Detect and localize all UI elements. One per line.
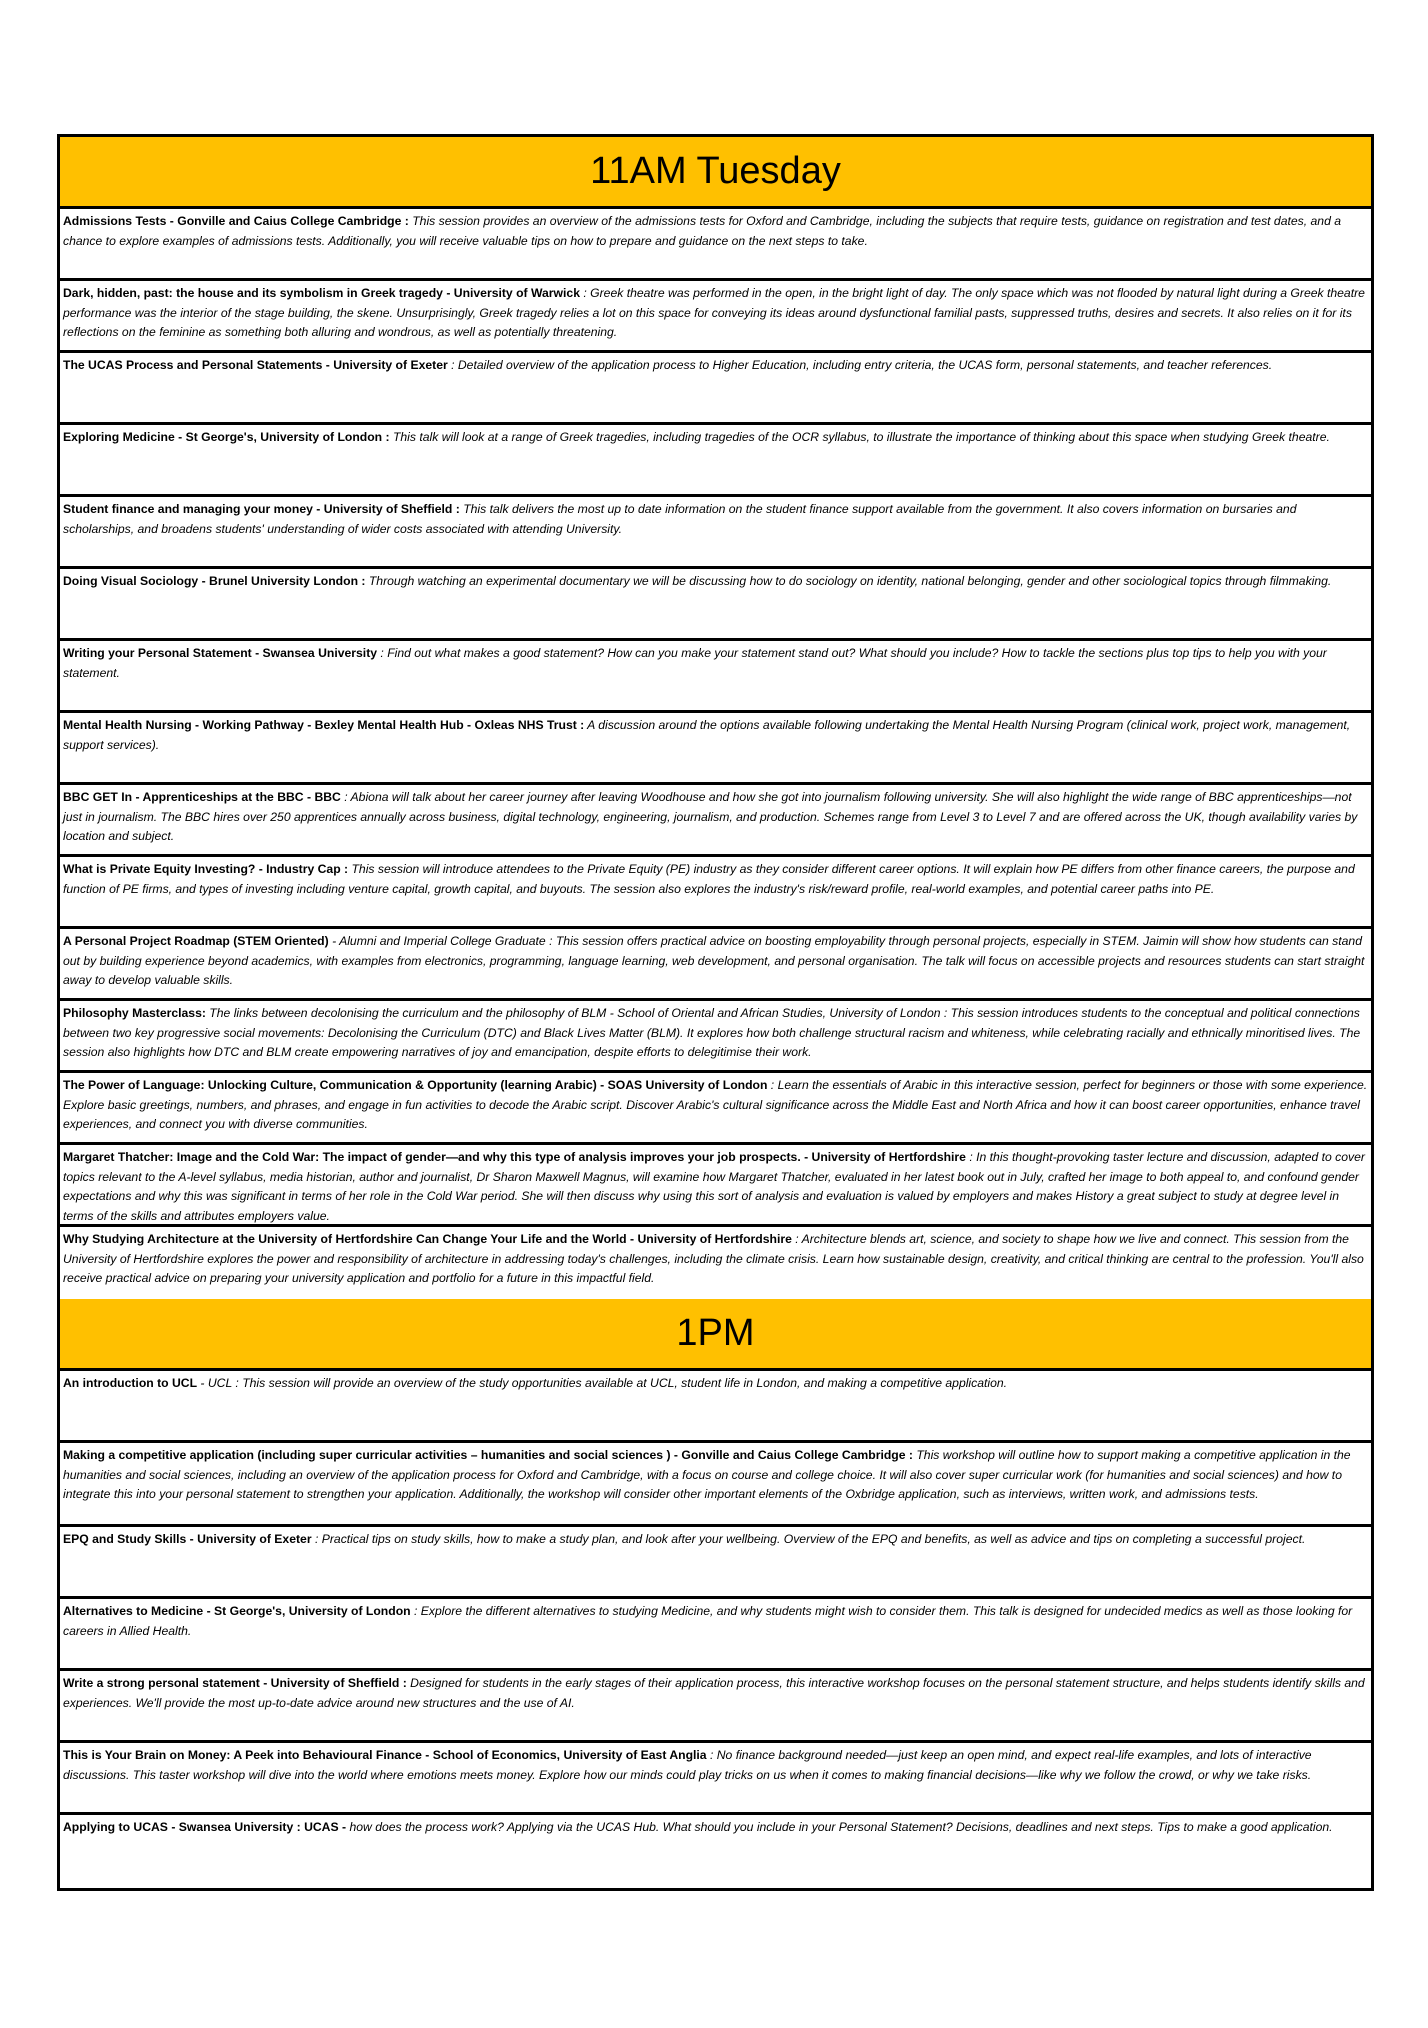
session-title: EPQ and Study Skills - University of Exeter — [63, 1532, 312, 1546]
session-description: - Alumni and Imperial College Graduate : This session offers practical advice on boosting employability through personal projects, especially in STEM. Jaimin will show how students can stand out by building experience beyond academics, with examples from electronics, programming, language learning, web development, and personal organisation. The talk will focus on accessible projects and resources students can start straight away to develop valuable skills. — [63, 934, 1365, 988]
section-heading: 1PM — [60, 1299, 1371, 1371]
session-description: : Find out what makes a good statement? How can you make your statement stand out? What should you include? How to tackle the sections plus top tips to help you with your statement. — [63, 646, 1327, 680]
session-title: This is Your Brain on Money: A Peek into Behavioural Finance - School of Economics, University of East Anglia — [63, 1748, 707, 1762]
session-description: : Practical tips on study skills, how to make a study plan, and look after your wellbeing. Overview of the EPQ and benefits, as well as advice and tips on completing a successful project. — [311, 1532, 1306, 1546]
session-row — [60, 569, 1371, 641]
session-row — [60, 1145, 1371, 1227]
session-row — [60, 857, 1371, 929]
session-row — [60, 1815, 1371, 1888]
session-description: : Detailed overview of the application process to Higher Education, including entry criteria, the UCAS form, personal statements, and teacher references. — [447, 358, 1273, 372]
session-title: Dark, hidden, past: the house and its symbolism in Greek tragedy - University of Warwick — [63, 286, 580, 300]
session-description: This session will introduce attendees to the Private Equity (PE) industry as they consider different career options. It will explain how PE differs from other finance careers, the purpose and function of PE firms, and types of investing including venture capital, growth capital, and buyouts. The session also explores the industry's risk/reward profile, real-world examples, and potential career paths into PE. — [63, 862, 1355, 896]
session-description: how does the process work? Applying via the UCAS Hub. What should you include in your Personal Statement? Decisions, deadlines and next steps. Tips to make a good application. — [346, 1820, 1333, 1834]
session-row — [60, 713, 1371, 785]
session-title: Margaret Thatcher: Image and the Cold War: The impact of gender—and why this type of analysis improves your job prospects. - University of Hertfordshire — [63, 1150, 966, 1164]
session-row — [60, 1671, 1371, 1743]
session-title: Mental Health Nursing - Working Pathway - Bexley Mental Health Hub - Oxleas NHS Trust : — [63, 718, 585, 732]
session-title: An introduction to UCL — [63, 1376, 198, 1390]
session-row — [60, 281, 1371, 353]
session-row — [60, 209, 1371, 281]
session-description: : Explore the different alternatives to studying Medicine, and why students might wish to consider them. This talk is designed for undecided medics as well as those looking for careers in Allied Health. — [63, 1604, 1353, 1638]
session-title: What is Private Equity Investing? - Industry Cap : — [63, 862, 349, 876]
session-row — [60, 1001, 1371, 1073]
session-row — [60, 353, 1371, 425]
session-list — [60, 209, 1371, 1299]
session-description: A discussion around the options available following undertaking the Mental Health Nursing Program (clinical work, project work, management, support services). — [63, 718, 1351, 752]
session-description: : No finance background needed—just keep an open mind, and expect real-life examples, and lots of interactive discussions. This taster workshop will dive into the world where emotions meets money. Explore how our minds could play tricks on us when it comes to making financial decisions—like why we follow the crowd, or why we take risks. — [63, 1748, 1312, 1782]
session-list — [60, 1371, 1371, 1888]
session-title: BBC GET In - Apprenticeships at the BBC - BBC — [63, 790, 341, 804]
session-title: Philosophy Masterclass: — [63, 1006, 206, 1020]
session-description: This workshop will outline how to support making a competitive application in the humanities and social sciences, including an overview of the application process for Oxford and Cambridge, with a focus on course and college choice. It will also cover super curricular work (for humanities and social sciences) and how to integrate this into your personal statement to strengthen your application. Additionally, the workshop will consider other important elements of the Oxbridge application, such as interviews, written work, and admissions tests. — [63, 1448, 1351, 1502]
session-title: The Power of Language: Unlocking Culture, Communication & Opportunity (learning Arabic) - SOAS University of London — [63, 1078, 768, 1092]
session-title: Writing your Personal Statement - Swansea University — [63, 646, 378, 660]
session-title: Applying to UCAS - Swansea University : UCAS - — [63, 1820, 347, 1834]
session-row — [60, 1073, 1371, 1145]
session-description: : Architecture blends art, science, and society to shape how we live and connect. This session from the University of Hertfordshire explores the power and responsibility of architecture in addressing today's challenges, including the climate crisis. Learn how sustainable design, creativity, and critical thinking are central to the profession. You'll also receive practical advice on preparing your university application and portfolio for a future in this impactful field. — [63, 1232, 1364, 1286]
session-row — [60, 1227, 1371, 1299]
timetable — [57, 134, 1374, 1891]
session-description: : In this thought-provoking taster lecture and discussion, adapted to cover topics relevant to the A-level syllabus, media historian, author and journalist, Dr Sharon Maxwell Magnus, will examine how Margaret Thatcher, evaluated in her latest book out in July, crafted her image to both appeal to, and confound gender expectations and why this was significant in terms of her role in the Cold War period. She will then discuss why using this sort of analysis and evaluation is valued by employers and makes History a great subject to study at degree level in terms of the skills and attributes employers value. — [63, 1150, 1365, 1223]
session-row — [60, 1743, 1371, 1815]
session-title: Admissions Tests - Gonville and Caius College Cambridge : — [63, 214, 409, 228]
session-description: The links between decolonising the curriculum and the philosophy of BLM - School of Oriental and African Studies, University of London : This session introduces students to the conceptual and political connections between two key progressive social movements: Decolonising the Curriculum (DTC) and Black Lives Matter (BLM). It explores how both challenge structural racism and whiteness, while celebrating racially and ethnically minoritised lives. The session also highlights how DTC and BLM create empowering narratives of joy and emancipation, despite efforts to delegitimise their work. — [63, 1006, 1361, 1060]
session-title: Doing Visual Sociology - Brunel University London : — [63, 574, 366, 588]
session-description: This talk delivers the most up to date information on the student finance support available from the government. It also covers information on bursaries and scholarships, and broadens students' understanding of wider costs associated with attending University. — [63, 502, 1297, 536]
session-row — [60, 1599, 1371, 1671]
session-description: : Abiona will talk about her career journey after leaving Woodhouse and how she got into journalism following university. She will also highlight the wide range of BBC apprenticeships—not just in journalism. The BBC hires over 250 apprentices annually across business, digital technology, engineering, journalism, and production. Schemes range from Level 3 to Level 7 and are offered across the UK, though availability varies by location and subject. — [63, 790, 1358, 844]
session-title: Making a competitive application (including super curricular activities – humanities and social sciences ) - Gonville and Caius College Cambridge : — [63, 1448, 913, 1462]
session-title: Exploring Medicine - St George's, University of London : — [63, 430, 390, 444]
session-row — [60, 497, 1371, 569]
session-row — [60, 425, 1371, 497]
session-description: Designed for students in the early stages of their application process, this interactive workshop focuses on the personal statement structure, and helps students identify skills and experiences. We'll provide the most up-to-date advice around new structures and the use of AI. — [63, 1676, 1365, 1710]
session-row — [60, 1527, 1371, 1599]
session-title: Student finance and managing your money - University of Sheffield : — [63, 502, 460, 516]
session-description: : Greek theatre was performed in the open, in the bright light of day. The only space which was not flooded by natural light during a Greek theatre performance was the interior of the stage building, the skene. Unsurprisingly, Greek tragedy relies a lot on this space for conveying its ideas around dysfunctional familial pasts, suppressed truths, desires and secrets. It also relies on it for its reflections on the feminine as something both alluring and wondrous, as well as potentially threatening. — [63, 286, 1365, 340]
session-row — [60, 641, 1371, 713]
session-description: This session provides an overview of the admissions tests for Oxford and Cambridge, including the subjects that require tests, guidance on registration and test dates, and a chance to explore examples of admissions tests. Additionally, you will receive valuable tips on how to prepare and guidance on the next steps to take. — [63, 214, 1342, 248]
session-description: Through watching an experimental documentary we will be discussing how to do sociology on identity, national belonging, gender and other sociological topics through filmmaking. — [365, 574, 1332, 588]
session-description: : Learn the essentials of Arabic in this interactive session, perfect for beginners or those with some experience. Explore basic greetings, numbers, and phrases, and engage in fun activities to decode the Arabic script. Discover Arabic's cultural significance across the Middle East and North Africa and how it can boost career opportunities, enhance travel experiences, and connect you with diverse communities. — [63, 1078, 1368, 1132]
session-title: Write a strong personal statement - University of Sheffield : — [63, 1676, 407, 1690]
session-title: A Personal Project Roadmap (STEM Oriented) — [63, 934, 329, 948]
session-title: The UCAS Process and Personal Statements - University of Exeter — [63, 358, 448, 372]
session-title: Alternatives to Medicine - St George's, University of London — [63, 1604, 411, 1618]
session-title: Why Studying Architecture at the University of Hertfordshire Can Change Your Life and the World - University of Hertfordshire — [63, 1232, 792, 1246]
session-row — [60, 1443, 1371, 1527]
session-row — [60, 929, 1371, 1001]
session-row — [60, 785, 1371, 857]
session-row — [60, 1371, 1371, 1443]
session-description: This talk will look at a range of Greek tragedies, including tragedies of the OCR syllabus, to illustrate the importance of thinking about this space when studying Greek theatre. — [389, 430, 1330, 444]
session-description: - UCL : This session will provide an overview of the study opportunities available at UCL, student life in London, and making a competitive application. — [197, 1376, 1008, 1390]
section-heading: 11AM Tuesday — [60, 137, 1371, 209]
